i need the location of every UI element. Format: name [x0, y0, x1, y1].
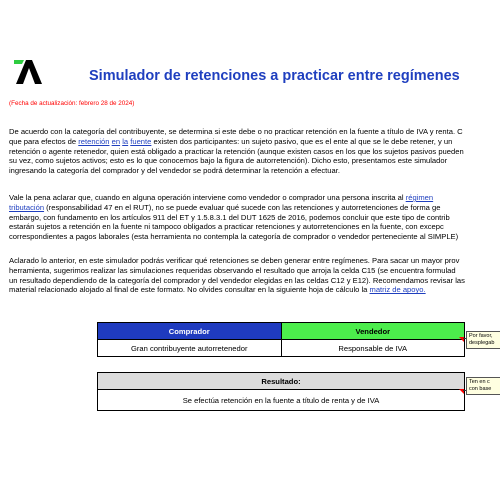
page-title: Simulador de retenciones a practicar entre regímenes: [89, 68, 460, 84]
selector-table: [97, 322, 465, 357]
link-matriz-de-apoyo[interactable]: matriz de apoyo.: [369, 285, 426, 295]
vendedor-dropdown[interactable]: Responsable de IVA: [281, 340, 465, 357]
intro-paragraph: De acuerdo con la categoría del contribuyente, se determina si este debe o no practicar retención en la fuente a título de IVA y renta. C que para efectos de retención en la fuente existen dos participantes: un sujeto pasivo, que es el ente al que se le debe retener, y un retención o agente retenedor, quien está obligado a practicar la retención (aunque existen casos en los que los sujetos pasivos pueden su vez, como sujetos activos; esto es lo que conocemos bajo la figura de autorretención). Dicho esto, presentamos este simulador ingresando la categoría del comprador y del vendedor se podrá determinar la retención a efectuar.: [9, 127, 464, 175]
link-fuente[interactable]: fuente: [130, 136, 152, 146]
result-header: Resultado:: [98, 373, 465, 390]
actualicese-logo-icon: [14, 56, 44, 86]
update-date-note: (Fecha de actualización: febrero 28 de 2024): [9, 100, 135, 107]
link-tributacion[interactable]: tributación: [9, 202, 45, 212]
result-comment-note: Ten en c con base: [466, 377, 500, 395]
link-retencion[interactable]: retención: [78, 136, 110, 146]
link-en[interactable]: en: [111, 136, 121, 146]
link-regimen[interactable]: régimen: [405, 193, 434, 202]
result-table: [97, 372, 465, 411]
comprador-header: Comprador: [98, 323, 282, 340]
comprador-dropdown[interactable]: Gran contribuyente autorretenedor: [98, 340, 282, 357]
instructions-paragraph: Aclarado lo anterior, en este simulador podrás verificar qué retenciones se deben generar entre regímenes. Para sacar un mayor prov herramienta, sugerimos realizar las simulaciones requeridas observando el resultado que arroja la celda C15 (se encuentra formulad un resultado dependiendo de la categoría del comprador y del vendedor elegidas en las celdas C12 y E12). Recomendamos revisar las material relacionado alojado al final de este formato. No olvides consultar en la siguiente hoja de cálculo la matriz de apoyo.: [9, 256, 465, 295]
simple-regime-paragraph: Vale la pena aclarar que, cuando en alguna operación interviene como vendedor o comprador una persona inscrita al régimen tributación (responsabilidad 47 en el RUT), no se puede evaluar qué sucede con las retenciones y autorretenciones de forma ge embargo, con fundamento en los artículos 911 del ET y 1.5.8.3.1 del DUT 1625 de 2016, podemos concluir que este tipo de contrib estarán sujetos a retención en la fuente ni tampoco obligados a practicar retenciones y autorretenciones en la fuente, con excepc correspondientes a pagos laborales (esta herramienta no contempla la categoría de comprador o vendedor perteneciente al SIMPLE): [9, 193, 459, 241]
result-value-cell[interactable]: Se efectúa retención en la fuente a título de renta y de IVA: [98, 390, 465, 411]
link-la[interactable]: la: [122, 136, 129, 146]
vendedor-header: Vendedor: [281, 323, 465, 340]
dropdown-comment-note: Por favor, desplegab: [466, 331, 500, 349]
